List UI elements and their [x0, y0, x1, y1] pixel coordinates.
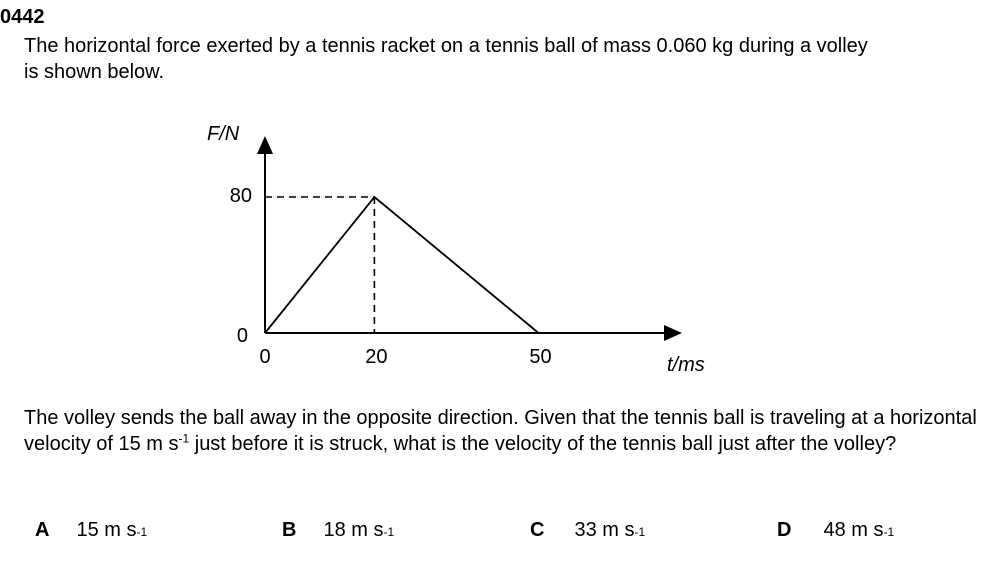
- y-axis-label: F/N: [207, 123, 240, 145]
- option-letter: D: [777, 519, 792, 541]
- option-letter: B: [282, 519, 297, 541]
- x-tick-label: 20: [365, 346, 388, 368]
- intro-line-1: The horizontal force exerted by a tennis racket on a tennis ball of mass 0.060 kg during a volley: [24, 35, 868, 57]
- intro-line-2: is shown below.: [24, 61, 165, 83]
- x-axis-label: t/ms: [667, 354, 705, 376]
- question-number: 0442: [0, 6, 45, 28]
- y-tick-label: 80: [229, 185, 252, 207]
- option-b[interactable]: B 18 m s -1: [282, 519, 395, 541]
- body-text-b: just before it is struck, what is the velocity of the tennis ball just after the volley?: [189, 433, 897, 455]
- option-c[interactable]: C 33 m s -1: [530, 519, 646, 541]
- option-value: 18 m s: [323, 519, 384, 541]
- option-letter: A: [35, 519, 50, 541]
- question-intro: [24, 33, 999, 85]
- option-value: 33 m s: [574, 519, 635, 541]
- option-value: 48 m s: [823, 519, 884, 541]
- option-d[interactable]: D 48 m s -1: [777, 519, 895, 541]
- force-curve: [265, 197, 539, 333]
- body-text-a: The volley sends the ball away in the opposite direction. Given that the tennis ball is traveling at a horizontal velocity of 15 m s: [24, 407, 977, 455]
- x-tick-label: 50: [529, 346, 552, 368]
- body-superscript: -1: [178, 431, 190, 446]
- option-a[interactable]: A 15 m s -1: [35, 519, 148, 541]
- y-tick-label: 0: [236, 325, 248, 347]
- question-body: [24, 405, 999, 457]
- option-letter: C: [530, 519, 545, 541]
- x-tick-label: 0: [259, 346, 271, 368]
- force-time-graph: [180, 110, 740, 390]
- option-value: 15 m s: [76, 519, 137, 541]
